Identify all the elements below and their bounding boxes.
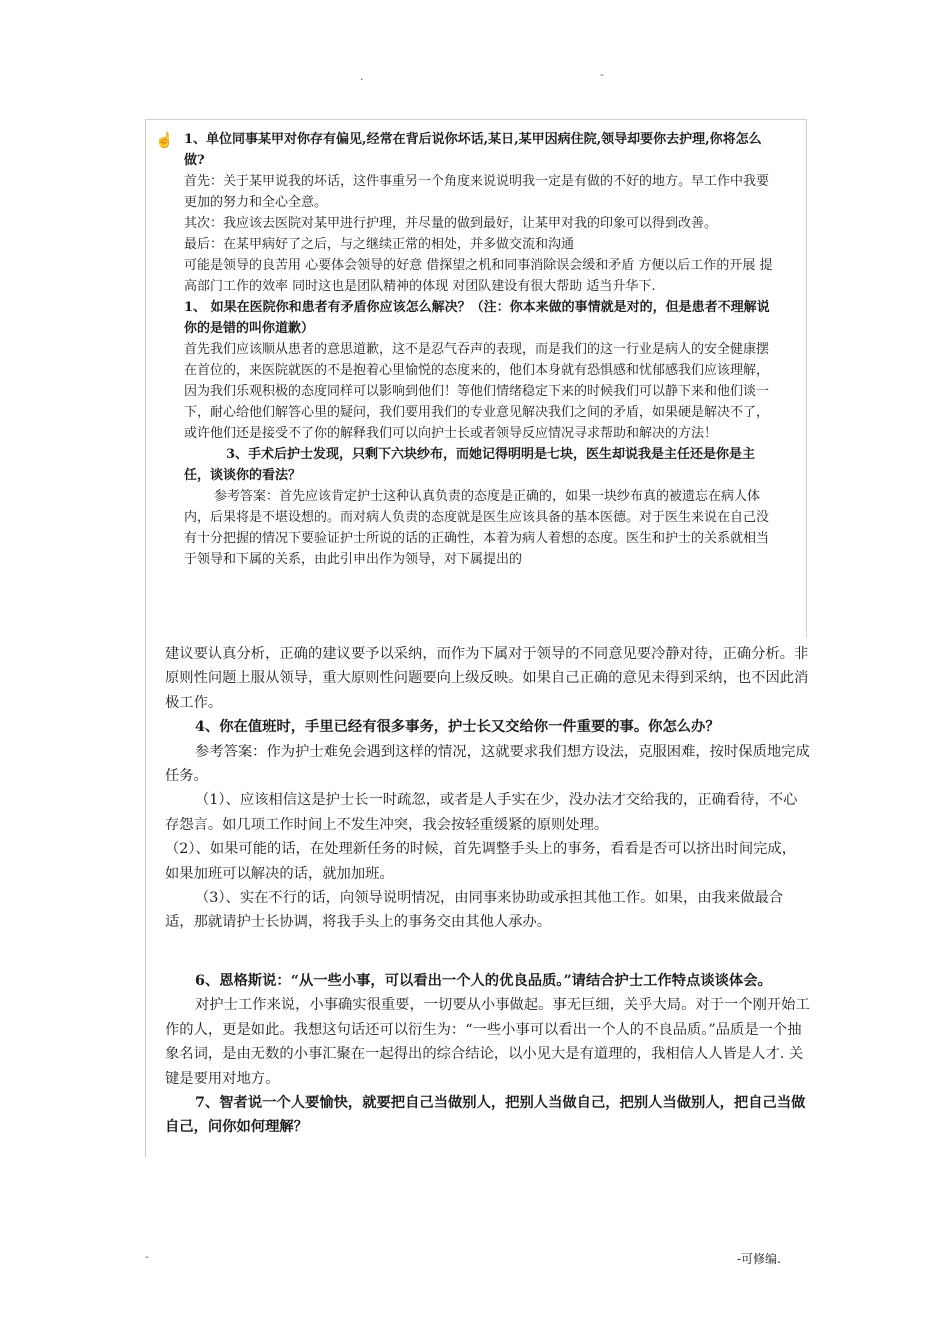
answer-1-line-1: 首先：关于某甲说我的坏话，这件事重另一个角度来说说明我一定是有做的不好的地方。早工作中我要更加的努力和全心全意。 [184,174,770,210]
question-1: 1、单位同事某甲对你存有偏见,经常在背后说你坏话,某日,某甲因病住院,领导却要你去护理,你将怎么做? [184,132,762,168]
answer-3-continued: 建议要认真分析，正确的建议要予以采纳，而作为下属对于领导的不同意见要冷静对待，正确分析。非原则性问题上服从领导，重大原则性问题要向上级反映。如果自己正确的意见未得到采纳，也不因此消极工作。 [165,646,809,711]
answer-1-line-3: 最后：在某甲病好了之后，与之继续正常的相处，并多做交流和沟通 [184,237,575,252]
answer-1-line-4: 可能是领导的良苦用 心要体会领导的好意 借探望之机和同事消除误会缓和矛盾 方便以后工作的开展 提高部门工作的效率 同时这也是团队精神的体现 对团队建设有很大帮助 适当升华下. [184,258,773,294]
answer-4-item-2: （2）、如果可能的话，在处理新任务的时候，首先调整手头上的事务，看看是否可以挤出时间完成，如果加班可以解决的话，就加加班。 [165,841,797,882]
answer-4-intro: 参考答案：作为护士难免会遇到这样的情况，这就要求我们想方设法，克服困难，按时保质地完成任务。 [165,743,810,785]
answer-2: 首先我们应该顺从患者的意思道歉，这不是忍气吞声的表现，而是我们的这一行业是病人的安全健康摆在首位的，来医院就医的不是抱着心里愉悦的态度来的，他们本身就有恐惧感和忧郁感我们应该理解，因为我们乐观积极的态度同样可以影响到他们！等他们情绪稳定下来的时候我们可以静下来和他们谈一下，耐心给他们解答心里的疑问，我们要用我们的专业意见解决我们之间的矛盾，如果硬是解决不了，或许他们还是接受不了你的解释我们可以向护士长或者领导反应情况寻求帮助和解决的方法！ [184,342,770,441]
footer-dot-left: - [145,1250,149,1263]
question-7: 7、智者说一个人要愉快，就要把自己当做别人，把别人当做自己，把别人当做别人，把自己当做自己，问你如何理解？ [165,1094,806,1136]
answer-6: 对护士工作来说，小事确实很重要，一切要从小事做起。事无巨细，关乎大局。对于一个刚开始工作的人，更是如此。我想这句话还可以衍生为：“一些小事可以看出一个人的不良品质。”品质是一个抽象名词，是由无数的小事汇聚在一起得出的综合结论，以小见大是有道理的，我相信人人皆是人才. 关键是要用对地方。 [165,997,810,1087]
question-3: 3、手术后护士发现，只剩下六块纱布，而她记得明明是七块，医生却说我是主任还是你是主任，谈谈你的看法？ [184,447,756,483]
answer-1-line-2: 其次：我应该去医院对某甲进行护理，并尽量的做到最好，让某甲对我的印象可以得到改善。 [184,216,718,231]
section-part-1 [184,129,779,570]
question-2: 1、 如果在医院你和患者有矛盾你应该怎么解决？（注：你本来做的事情就是对的，但是患者不理解说你的是错的叫你道歉） [184,300,770,336]
answer-4-item-3: （3）、实在不行的话，向领导说明情况，由同事来协助或承担其他工作。如果，由我来做最合适，那就请护士长协调，将我手头上的事务交由其他人承办。 [165,890,784,931]
answer-3: 参考答案：首先应该肯定护士这种认真负责的态度是正确的，如果一块纱布真的被遗忘在病人体内，后果将是不堪设想的。而对病人负责的态度就是医生应该具备的基本医德。对于医生来说在自己没有十分把握的情况下要验证护士所说的话的正确性，本着为病人着想的态度。医生和护士的关系就相当于领导和下属的关系，由此引申出作为领导，对下属提出的 [184,489,770,567]
header-dot-right: - [600,68,604,81]
footer-editable-note: -可修编. [737,1252,781,1266]
question-6: 6、恩格斯说：“从一些小事，可以看出一个人的优良品质。”请结合护士工作特点谈谈体会。 [195,972,772,989]
answer-4-item-1: （1）、应该相信这是护士长一时疏忽，或者是人手实在少，没办法才交给我的，正确看待，不心存怨言。如几项工作时间上不发生冲突，我会按轻重缓紧的原则处理。 [165,792,798,833]
section-part-2 [165,642,810,1140]
spacer [165,935,810,969]
question-4: 4、你在值班时，手里已经有很多事务，护士长又交给你一件重要的事。你怎么办？ [195,719,720,736]
header-dot-left: . [360,70,364,83]
pointing-hand-icon: ☝ [155,131,174,149]
